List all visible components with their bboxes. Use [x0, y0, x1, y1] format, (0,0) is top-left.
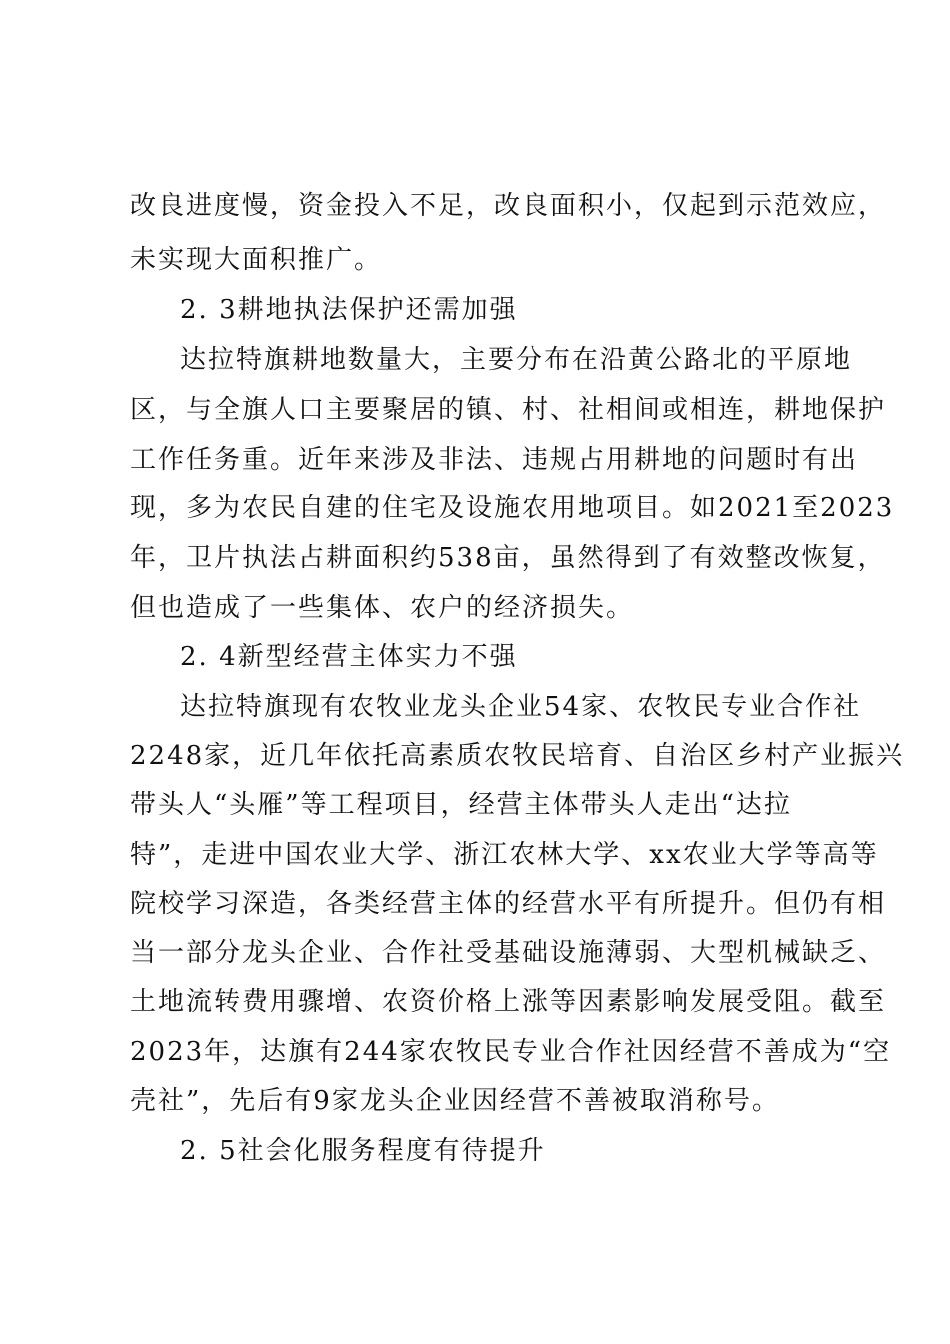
body-text-line: 现，多为农民自建的住宅及设施农用地项目。如2021至2023	[130, 493, 895, 523]
body-text-line: 但也造成了一些集体、农户的经济损失。	[130, 593, 635, 623]
body-text-line: 达拉特旗现有农牧业龙头企业54家、农牧民专业合作社	[180, 692, 862, 722]
body-text-line: 院校学习深造，各类经营主体的经营水平有所提升。但仍有相	[130, 889, 887, 919]
section-heading-2-3: 2. 3耕地执法保护还需加强	[180, 295, 518, 325]
body-text-line: 2023年，达旗有244家农牧民专业合作社因经营不善成为“空	[130, 1037, 892, 1067]
body-text-line: 土地流转费用骤增、农资价格上涨等因素影响发展受阻。截至	[130, 987, 887, 1017]
body-text-line: 壳社”，先后有9家龙头企业因经营不善被取消称号。	[130, 1086, 780, 1116]
body-text-line: 工作任务重。近年来涉及非法、违规占用耕地的问题时有出	[130, 445, 859, 475]
body-text-line: 带头人“头雁”等工程项目，经营主体带头人走出“达拉	[130, 790, 792, 820]
body-text-line: 区，与全旗人口主要聚居的镇、村、社相间或相连，耕地保护	[130, 395, 887, 425]
body-text-line: 年，卫片执法占耕面积约538亩，虽然得到了有效整改恢复，	[130, 543, 886, 573]
body-text-line: 当一部分龙头企业、合作社受基础设施薄弱、大型机械缺乏、	[130, 938, 887, 968]
body-text-line: 达拉特旗耕地数量大，主要分布在沿黄公路北的平原地	[180, 345, 853, 375]
body-text-line: 改良进度慢，资金投入不足，改良面积小，仅起到示范效应，	[130, 191, 887, 221]
body-text-line: 2248家，近几年依托高素质农牧民培育、自治区乡村产业振兴	[130, 741, 905, 771]
section-heading-2-4: 2. 4新型经营主体实力不强	[180, 642, 518, 672]
body-text-line: 未实现大面积推广。	[130, 245, 383, 275]
section-heading-2-5: 2. 5社会化服务程度有待提升	[180, 1136, 546, 1166]
body-text-line: 特”，走进中国农业大学、浙江农林大学、xx农业大学等高等	[130, 840, 879, 870]
